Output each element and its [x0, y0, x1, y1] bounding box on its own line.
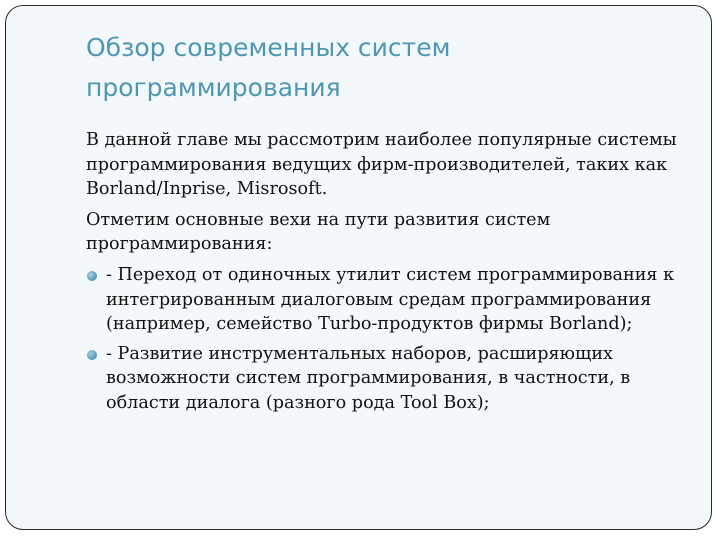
slide-body: [86, 128, 686, 421]
slide-frame: [5, 5, 712, 530]
title-line-1: Обзор современных систем: [86, 33, 451, 62]
title-line-2: программирования: [86, 73, 341, 102]
bullet-text: - Развитие инструментальных наборов, расширяющих возможности систем программирования, в частности, в области диалога (разного рода Tool Box);: [106, 343, 631, 413]
bullet-item: [86, 342, 686, 416]
lead-paragraph: Отметим основные вехи на пути развития систем программирования:: [86, 209, 551, 255]
intro-paragraph: В данной главе мы рассмотрим наиболее популярные системы программирования ведущих фирм-производителей, таких как Borland/Inprise, Misrosoft.: [86, 130, 677, 200]
round-bullet-icon: [87, 271, 97, 281]
bullet-text: - Переход от одиночных утилит систем программирования к интегрированным диалоговым средам программирования (например, семейство Turbo-продуктов фирмы Borland);: [106, 264, 675, 335]
bullet-list: [86, 263, 686, 416]
slide-title: [86, 28, 686, 108]
round-bullet-icon: [87, 350, 97, 360]
bullet-item: [86, 263, 686, 337]
